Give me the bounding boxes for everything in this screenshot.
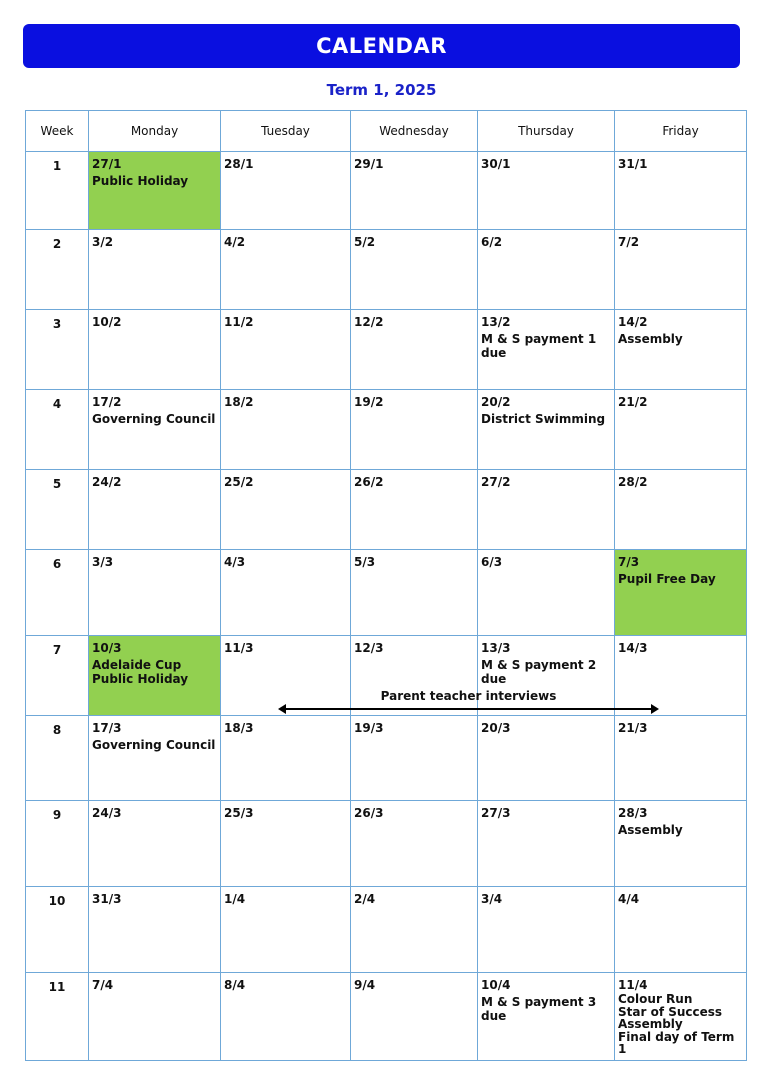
day-cell-monday (89, 550, 221, 636)
day-cell-wednesday (351, 230, 478, 310)
day-cell-friday (615, 470, 747, 550)
date-label: 3/2 (92, 235, 114, 249)
week-number: 2 (52, 237, 62, 251)
day-cell-monday (89, 636, 221, 716)
day-cell-tuesday (221, 310, 351, 390)
day-cell-thursday (478, 973, 615, 1061)
date-label: 13/3 (481, 641, 511, 655)
double-arrow-icon (278, 707, 659, 711)
table-row (26, 152, 747, 230)
table-row (26, 550, 747, 636)
day-cell-friday (615, 230, 747, 310)
week-number-cell (26, 310, 89, 390)
day-cell-thursday (478, 716, 615, 801)
header-wednesday: Wednesday (351, 111, 478, 152)
table-row (26, 801, 747, 887)
day-cell-wednesday (351, 390, 478, 470)
event-label: Colour Run (618, 992, 693, 1006)
header-week: Week (26, 111, 89, 152)
day-cell-wednesday (351, 550, 478, 636)
day-cell-thursday (478, 470, 615, 550)
table-row (26, 470, 747, 550)
week-number-cell (26, 636, 89, 716)
week-number: 8 (52, 723, 62, 737)
day-cell-thursday (478, 550, 615, 636)
date-label: 10/2 (92, 315, 122, 329)
day-cell-monday (89, 470, 221, 550)
day-cell-wednesday (351, 310, 478, 390)
week-number: 3 (52, 317, 62, 331)
week-number-cell (26, 550, 89, 636)
week-number-cell (26, 887, 89, 973)
day-cell-thursday (478, 390, 615, 470)
event-label: Assembly (618, 823, 683, 837)
date-label: 14/2 (618, 315, 648, 329)
date-label: 10/3 (92, 641, 122, 655)
date-label: 20/3 (481, 721, 511, 735)
table-row (26, 887, 747, 973)
day-cell-friday (615, 887, 747, 973)
day-cell-thursday (478, 230, 615, 310)
week-number-cell (26, 230, 89, 310)
date-label: 7/2 (618, 235, 640, 249)
day-cell-friday (615, 973, 747, 1061)
date-label: 30/1 (481, 157, 511, 171)
date-label: 18/2 (224, 395, 254, 409)
calendar-table (25, 110, 747, 1061)
day-cell-tuesday (221, 152, 351, 230)
date-label: 12/2 (354, 315, 384, 329)
date-label: 28/3 (618, 806, 648, 820)
week-number: 7 (52, 643, 62, 657)
day-cell-tuesday (221, 470, 351, 550)
day-cell-wednesday (351, 887, 478, 973)
day-cell-monday (89, 310, 221, 390)
week-number-cell (26, 716, 89, 801)
date-label: 26/2 (354, 475, 384, 489)
date-label: 27/1 (92, 157, 122, 171)
page-title: CALENDAR (316, 34, 447, 58)
event-label: M & S payment 1 due (481, 332, 597, 360)
term-subtitle: Term 1, 2025 (326, 81, 437, 99)
day-cell-monday (89, 973, 221, 1061)
date-label: 6/3 (481, 555, 503, 569)
header-tuesday: Tuesday (221, 111, 351, 152)
day-cell-monday (89, 716, 221, 801)
date-label: 6/2 (481, 235, 503, 249)
date-label: 25/3 (224, 806, 254, 820)
week-number: 4 (52, 397, 62, 411)
date-label: 17/3 (92, 721, 122, 735)
day-cell-friday (615, 636, 747, 716)
date-label: 19/3 (354, 721, 384, 735)
date-label: 8/4 (224, 978, 246, 992)
date-label: 13/2 (481, 315, 511, 329)
date-label: 27/2 (481, 475, 511, 489)
date-label: 31/3 (92, 892, 122, 906)
date-label: 10/4 (481, 978, 511, 992)
day-cell-tuesday (221, 973, 351, 1061)
week-number: 9 (52, 808, 62, 822)
date-label: 27/3 (481, 806, 511, 820)
table-row (26, 230, 747, 310)
day-cell-monday (89, 801, 221, 887)
day-cell-wednesday (351, 636, 478, 716)
day-cell-friday (615, 801, 747, 887)
date-label: 19/2 (354, 395, 384, 409)
event-label: Final day of Term 1 (618, 1030, 735, 1056)
day-cell-wednesday (351, 801, 478, 887)
day-cell-friday (615, 152, 747, 230)
date-label: 3/3 (92, 555, 114, 569)
date-label: 20/2 (481, 395, 511, 409)
day-cell-friday (615, 550, 747, 636)
header-monday: Monday (89, 111, 221, 152)
date-label: 25/2 (224, 475, 254, 489)
date-label: 11/2 (224, 315, 254, 329)
day-cell-monday (89, 230, 221, 310)
day-cell-wednesday (351, 152, 478, 230)
day-cell-monday (89, 887, 221, 973)
date-label: 29/1 (354, 157, 384, 171)
date-label: 7/4 (92, 978, 114, 992)
day-cell-thursday (478, 887, 615, 973)
day-cell-monday (89, 390, 221, 470)
event-label: Adelaide Cup Public Holiday (92, 658, 189, 686)
event-label: Star of Success Assembly (618, 1005, 723, 1031)
table-row (26, 310, 747, 390)
week-number: 6 (52, 557, 62, 571)
header-row (26, 111, 747, 152)
date-label: 4/4 (618, 892, 640, 906)
week-number-cell (26, 973, 89, 1061)
date-label: 21/2 (618, 395, 648, 409)
week-number-cell (26, 390, 89, 470)
day-cell-thursday (478, 801, 615, 887)
date-label: 24/3 (92, 806, 122, 820)
day-cell-friday (615, 310, 747, 390)
day-cell-wednesday (351, 716, 478, 801)
date-label: 11/3 (224, 641, 254, 655)
date-label: 2/4 (354, 892, 376, 906)
date-label: 5/3 (354, 555, 376, 569)
day-cell-tuesday (221, 390, 351, 470)
event-label: M & S payment 3 due (481, 995, 597, 1023)
day-cell-wednesday (351, 973, 478, 1061)
date-label: 1/4 (224, 892, 246, 906)
day-cell-thursday (478, 310, 615, 390)
event-label: Governing Council (92, 412, 216, 426)
date-label: 11/4 (618, 978, 648, 992)
table-row (26, 716, 747, 801)
week-number: 10 (48, 894, 66, 908)
date-label: 14/3 (618, 641, 648, 655)
date-label: 18/3 (224, 721, 254, 735)
date-label: 31/1 (618, 157, 648, 171)
date-label: 21/3 (618, 721, 648, 735)
date-label: 5/2 (354, 235, 376, 249)
date-label: 28/2 (618, 475, 648, 489)
calendar-banner (23, 24, 740, 68)
event-label: Public Holiday (92, 174, 189, 188)
header-thursday: Thursday (478, 111, 615, 152)
date-label: 9/4 (354, 978, 376, 992)
day-cell-tuesday (221, 230, 351, 310)
day-cell-thursday (478, 636, 615, 716)
event-label: Assembly (618, 332, 683, 346)
table-row (26, 390, 747, 470)
week-number: 11 (48, 980, 66, 994)
date-label: 4/3 (224, 555, 246, 569)
week-number: 5 (52, 477, 62, 491)
day-cell-thursday (478, 152, 615, 230)
event-label: Pupil Free Day (618, 572, 716, 586)
week-number-cell (26, 801, 89, 887)
parent-teacher-interviews-label: Parent teacher interviews (380, 689, 557, 703)
date-label: 12/3 (354, 641, 384, 655)
date-label: 3/4 (481, 892, 503, 906)
event-label: M & S payment 2 due (481, 658, 597, 686)
day-cell-monday (89, 152, 221, 230)
day-cell-wednesday (351, 470, 478, 550)
day-cell-friday (615, 716, 747, 801)
day-cell-friday (615, 390, 747, 470)
event-label: Governing Council (92, 738, 216, 752)
week-number: 1 (52, 159, 62, 173)
day-cell-tuesday (221, 801, 351, 887)
day-cell-tuesday (221, 550, 351, 636)
table-row (26, 973, 747, 1061)
header-friday: Friday (615, 111, 747, 152)
week-number-cell (26, 152, 89, 230)
table-row (26, 636, 747, 716)
date-label: 17/2 (92, 395, 122, 409)
date-label: 26/3 (354, 806, 384, 820)
day-cell-tuesday (221, 716, 351, 801)
event-label: District Swimming (481, 412, 606, 426)
week-number-cell (26, 470, 89, 550)
date-label: 28/1 (224, 157, 254, 171)
date-label: 4/2 (224, 235, 246, 249)
day-cell-tuesday (221, 887, 351, 973)
date-label: 7/3 (618, 555, 640, 569)
date-label: 24/2 (92, 475, 122, 489)
